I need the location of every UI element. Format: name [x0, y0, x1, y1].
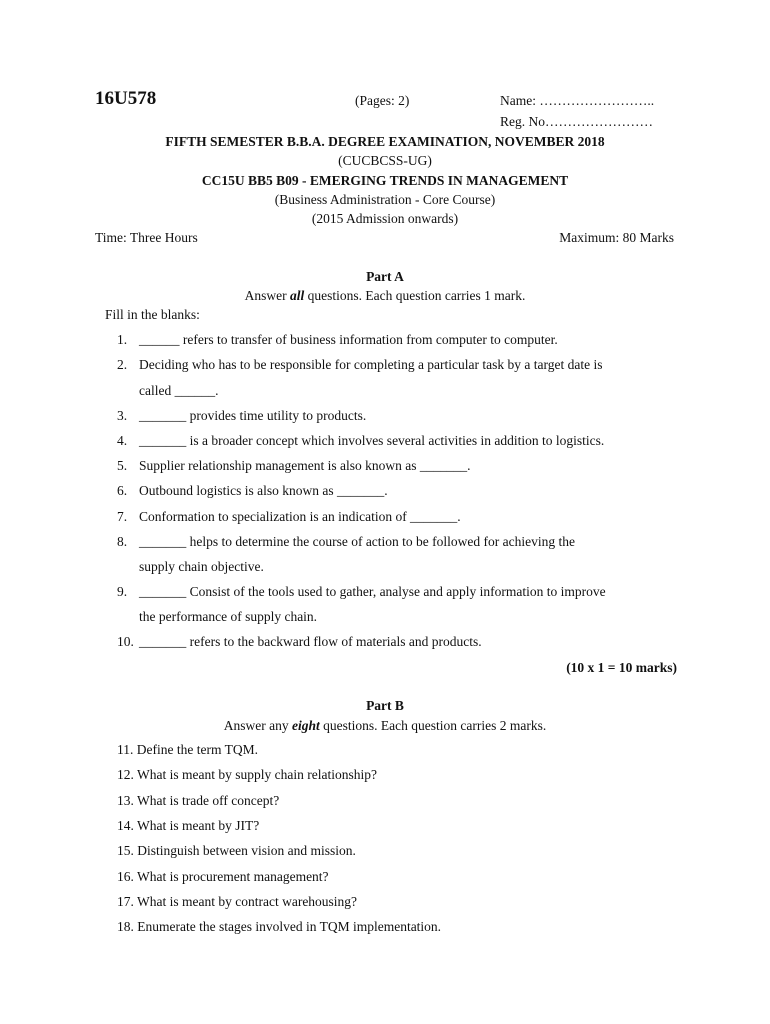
question-item: 14. What is meant by JIT? [117, 818, 260, 833]
question-number: 2. [117, 357, 128, 372]
question-number: 10. [117, 634, 134, 649]
time-allowed: Time: Three Hours [95, 230, 198, 245]
question-item [117, 433, 604, 449]
part-a-marks: (10 x 1 = 10 marks) [566, 660, 677, 675]
question-text: _______ provides time utility to products. [139, 408, 367, 423]
question-number: 6. [117, 483, 128, 498]
question-number: 7. [117, 509, 128, 524]
question-continuation: called ______. [139, 383, 219, 398]
question-item [117, 408, 366, 424]
question-text: Supplier relationship management is also known as _______. [139, 458, 471, 473]
course-title: CC15U BB5 B09 - EMERGING TRENDS IN MANAGEMENT [201, 173, 569, 188]
question-number: 1. [117, 332, 128, 347]
instr-text: Answer [244, 288, 290, 303]
question-continuation: supply chain objective. [139, 559, 264, 574]
exam-title: FIFTH SEMESTER B.B.A. DEGREE EXAMINATION, NOVEMBER 2018 [165, 134, 605, 149]
question-item: 12. What is meant by supply chain relationship? [117, 767, 377, 782]
question-item [117, 534, 575, 550]
page-count: (Pages: 2) [355, 93, 410, 108]
admission-label: (2015 Admission onwards) [311, 211, 459, 226]
question-text: _______ helps to determine the course of action to be followed for achieving the [139, 534, 575, 549]
question-text: ______ refers to transfer of business information from computer to computer. [139, 332, 558, 347]
question-number: 8. [117, 534, 128, 549]
paper-code: 16U578 [95, 88, 157, 109]
fill-blanks-label: Fill in the blanks: [105, 307, 200, 322]
question-number: 5. [117, 458, 128, 473]
question-item [117, 458, 470, 474]
part-b-heading: Part B [366, 698, 404, 713]
reg-no-field: Reg. No…………………… [500, 114, 653, 129]
question-item [117, 357, 603, 373]
scheme-label: (CUCBCSS-UG) [338, 153, 432, 168]
question-text: Conformation to specialization is an indication of _______. [139, 509, 461, 524]
question-text: _______ refers to the backward flow of materials and products. [139, 634, 482, 649]
question-text: _______ Consist of the tools used to gather, analyse and apply information to improve [139, 584, 606, 599]
question-item [117, 483, 388, 499]
instr-emphasis: all [289, 288, 305, 303]
instr-text: questions. Each question carries 2 marks. [319, 718, 547, 733]
department-label: (Business Administration - Core Course) [274, 192, 496, 207]
question-item: 16. What is procurement management? [117, 869, 329, 884]
question-item [117, 634, 482, 650]
part-a-heading: Part A [366, 269, 404, 284]
question-number: 4. [117, 433, 128, 448]
question-text: Deciding who has to be responsible for completing a particular task by a target date is [139, 357, 603, 372]
question-item [117, 332, 558, 348]
question-text: _______ is a broader concept which involves several activities in addition to logistics. [139, 433, 605, 448]
question-number: 9. [117, 584, 128, 599]
part-b-instructions [0, 718, 770, 734]
question-text: Outbound logistics is also known as _______. [139, 483, 388, 498]
question-number: 3. [117, 408, 128, 423]
instr-text: Answer any [223, 718, 292, 733]
name-field: Name: …………………….. [500, 93, 655, 108]
question-item: 18. Enumerate the stages involved in TQM implementation. [117, 919, 442, 934]
instr-text: questions. Each question carries 1 mark. [304, 288, 526, 303]
maximum-marks: Maximum: 80 Marks [559, 230, 674, 245]
question-item [117, 584, 606, 600]
question-item: 13. What is trade off concept? [117, 793, 280, 808]
part-a-instructions [0, 288, 770, 304]
instr-emphasis: eight [292, 718, 320, 733]
question-item [117, 509, 461, 525]
question-item: 17. What is meant by contract warehousing? [117, 894, 358, 909]
question-item: 11. Define the term TQM. [117, 742, 258, 757]
question-continuation: the performance of supply chain. [139, 609, 318, 624]
question-item: 15. Distinguish between vision and mission. [117, 843, 356, 858]
